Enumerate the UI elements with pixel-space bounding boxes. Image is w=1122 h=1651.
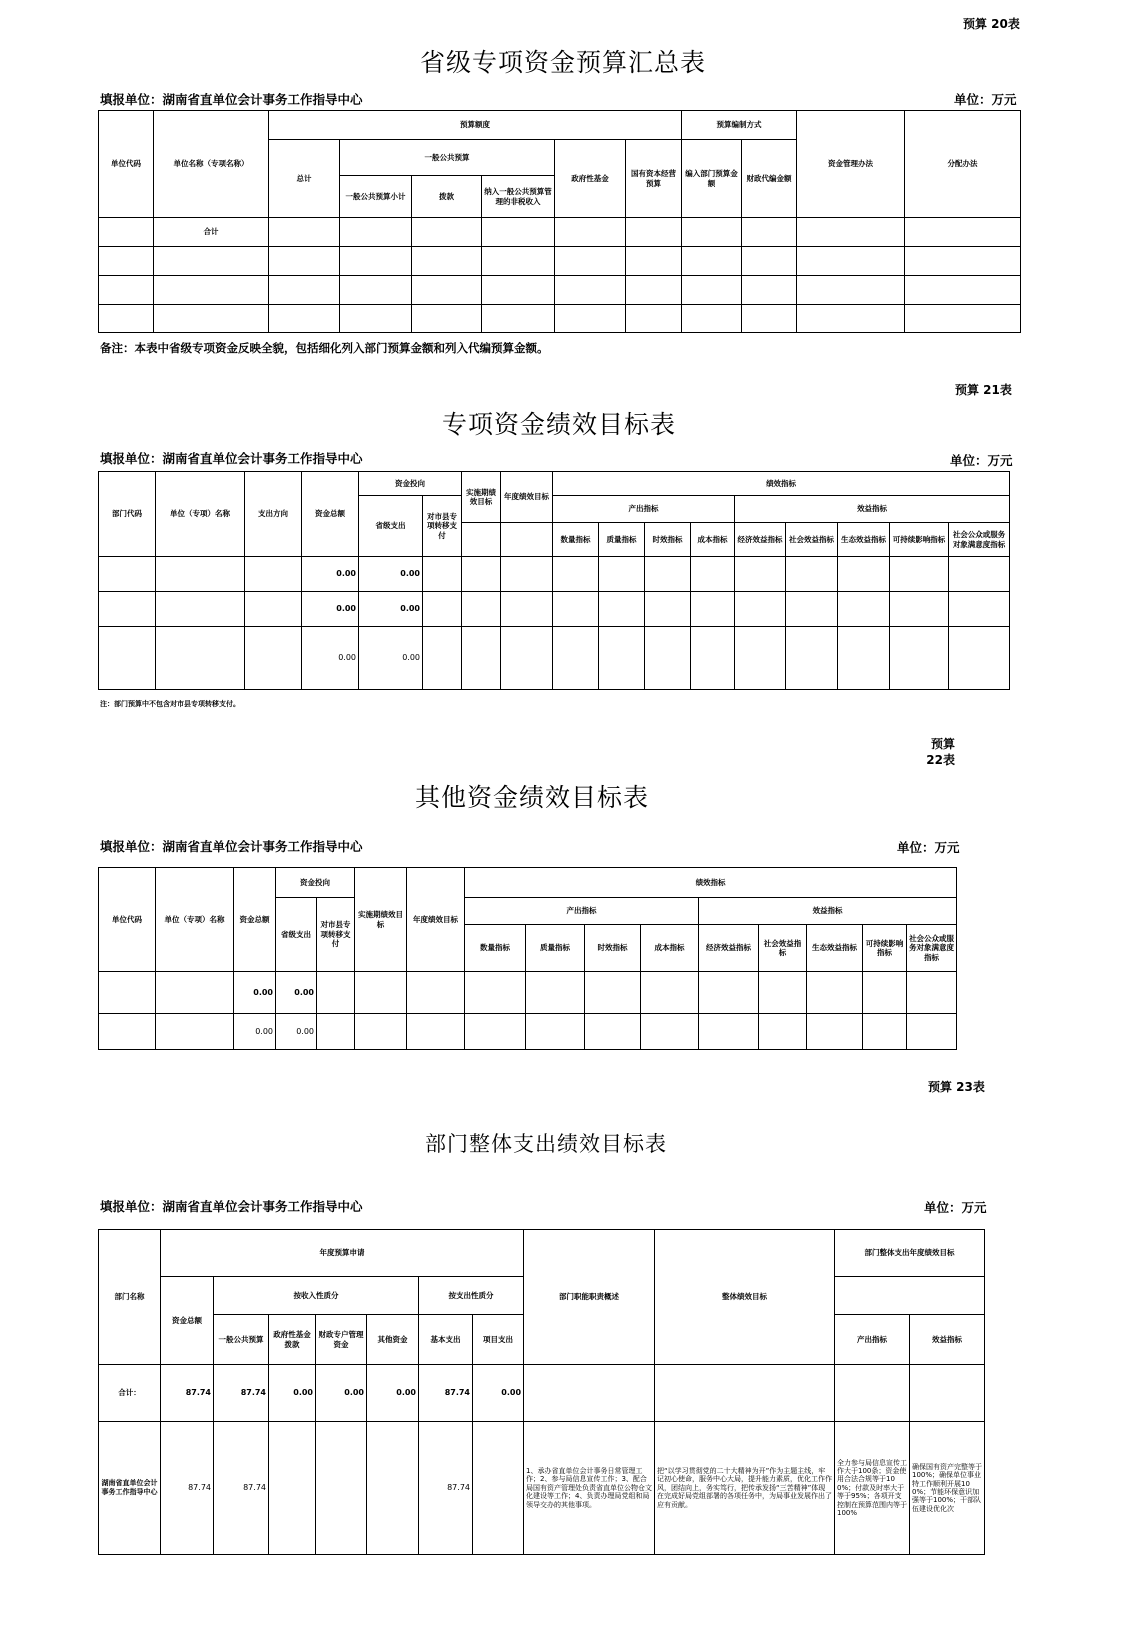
table-row <box>99 247 1021 276</box>
table-row <box>99 276 1021 305</box>
t21-h-county: 对市县专项转移支付 <box>423 496 462 557</box>
table-row <box>99 218 1021 247</box>
t20-h-gov-fund: 政府性基金 <box>555 140 626 218</box>
t22-h-satisfaction: 社会公众或服务对象满意度指标 <box>907 925 957 972</box>
t22-cell-prov-spend: 0.00 <box>276 972 317 1014</box>
t21-h-timeliness: 时效指标 <box>645 523 691 557</box>
t23-h-fin-special: 财政专户管理资金 <box>316 1315 367 1365</box>
table-row <box>99 627 1010 690</box>
t23-dept-benefit: 确保国有资产完整等于100%；确保单位事业特工作顺利开展100%；节能环保意识加强等于100%；干部队伍建设优化次 <box>910 1422 985 1555</box>
t23-dept-general-public: 87.74 <box>214 1422 269 1555</box>
t22-h-fund-total: 资金总额 <box>234 868 276 972</box>
t22-h-sustainable: 可持续影响指标 <box>863 925 907 972</box>
t22-cell-fund-total: 0.00 <box>234 972 276 1014</box>
t23-total-general-public: 87.74 <box>214 1365 269 1422</box>
t21-title: 专项资金绩效目标表 <box>442 410 677 439</box>
t20-tag: 预算 20表 <box>963 17 1020 31</box>
t23-dept-output: 全力参与局信息宣传工作大于100条；资金使用合法合规等于100%；付款及时率大于等于95%；各项开支控制在预算范围内等于100% <box>835 1422 910 1555</box>
t21-h-social: 社会效益指标 <box>786 523 838 557</box>
t23-h-fund-total: 资金总额 <box>161 1277 214 1365</box>
t21-h-economic: 经济效益指标 <box>735 523 786 557</box>
t22-h-fund-flow: 资金投向 <box>276 868 355 898</box>
t20-sum-label: 合计 <box>154 218 269 247</box>
table-row <box>99 305 1021 333</box>
t21-h-cost: 成本指标 <box>691 523 735 557</box>
t23-dept-basic: 87.74 <box>419 1422 473 1555</box>
t22-h-quantity: 数量指标 <box>465 925 526 972</box>
t21-h-benefit: 效益指标 <box>735 496 1010 523</box>
t23-dept-name: 湖南省直单位会计事务工作指导中心 <box>99 1422 161 1555</box>
t21-h-perf: 绩效指标 <box>553 472 1010 496</box>
t20-h-general-public: 一般公共预算 <box>340 140 555 176</box>
t23-total-project: 0.00 <box>473 1365 524 1422</box>
t23-h-project: 项目支出 <box>473 1315 524 1365</box>
t20-h-state-capital: 国有资本经营预算 <box>626 140 682 218</box>
t20-h-unit-name: 单位名称（专项名称） <box>154 111 269 218</box>
t21-unit-label: 填报单位：湖南省直单位会计事务工作指导中心 <box>100 451 363 466</box>
t22-h-economic: 经济效益指标 <box>699 925 759 972</box>
t22-h-timeliness: 时效指标 <box>585 925 641 972</box>
t22-h-social: 社会效益指标 <box>759 925 807 972</box>
t20-note: 备注：本表中省级专项资金反映全貌，包括细化列入部门预算金额和列入代编预算金额。 <box>100 341 549 355</box>
t20-title: 省级专项资金预算汇总表 <box>420 48 707 77</box>
t23-h-by-expense: 按支出性质分 <box>419 1277 524 1315</box>
t21-cell-prov-spend: 0.00 <box>359 592 423 627</box>
t20-h-mgmt: 资金管理办法 <box>797 111 905 218</box>
t21-cell-fund-total: 0.00 <box>302 557 359 592</box>
t23-h-general-public: 一般公共预算 <box>214 1315 269 1365</box>
t20-h-budget-amount: 预算额度 <box>269 111 682 140</box>
table-row <box>99 1365 985 1422</box>
t22-h-benefit: 效益指标 <box>699 898 957 925</box>
t22-h-period-goal: 实施期绩效目标 <box>355 868 407 972</box>
t22-tag: 预算 22表 <box>926 737 955 767</box>
t22-money-unit: 单位：万元 <box>897 840 960 855</box>
t21-cell-fund-total: 0.00 <box>302 627 359 690</box>
t20-h-alloc: 分配办法 <box>905 111 1021 218</box>
t22-h-county: 对市县专项转移支付 <box>317 898 355 972</box>
t23-h-output: 产出指标 <box>835 1315 910 1365</box>
t22-h-ecological: 生态效益指标 <box>807 925 863 972</box>
t22-cell-fund-total: 0.00 <box>234 1014 276 1050</box>
t21-h-prov-spend: 省级支出 <box>359 496 423 557</box>
t22-table <box>98 867 957 1050</box>
t21-h-ecological: 生态效益指标 <box>838 523 890 557</box>
t23-h-duties: 部门职能职责概述 <box>524 1230 655 1365</box>
t21-note: 注：部门预算中不包含对市县专项转移支付。 <box>100 700 240 708</box>
t20-unit-label: 填报单位：湖南省直单位会计事务工作指导中心 <box>100 92 363 107</box>
t21-cell-fund-total: 0.00 <box>302 592 359 627</box>
t23-dept-overall-goal: 把“以学习贯彻党的二十大精神为开”作为主题主线，牢记初心使命，服务中心大局，提升能力素质，优化工作作风，团结向上，务实笃行，把传承发扬“三苦精神”体现在完成好局党组部署的各项任务中，为局事业发展作出了应有贡献。 <box>655 1422 835 1555</box>
t23-h-gov-fund: 政府性基金拨款 <box>269 1315 316 1365</box>
t21-tag: 预算 21表 <box>955 383 1012 397</box>
t23-h-annual-budget: 年度预算申请 <box>161 1230 524 1277</box>
t23-h-basic: 基本支出 <box>419 1315 473 1365</box>
t23-money-unit: 单位：万元 <box>924 1200 987 1215</box>
t23-h-benefit: 效益指标 <box>910 1315 985 1365</box>
t23-total-fin-special: 0.00 <box>316 1365 367 1422</box>
t20-h-compile-method: 预算编制方式 <box>682 111 797 140</box>
t23-tag: 预算 23表 <box>928 1080 985 1094</box>
t20-h-appropriation: 拨款 <box>412 176 482 218</box>
t23-h-other: 其他资金 <box>367 1315 419 1365</box>
table-row <box>99 592 1010 627</box>
t20-h-finance-proxy: 财政代编金额 <box>742 140 797 218</box>
t23-h-overall-goal: 整体绩效目标 <box>655 1230 835 1365</box>
t22-h-cost: 成本指标 <box>641 925 699 972</box>
t21-h-satisfaction: 社会公众或服务对象满意度指标 <box>949 523 1010 557</box>
t21-h-direction: 支出方向 <box>245 472 302 557</box>
t21-h-period-goal: 实施期绩效目标 <box>462 472 501 523</box>
t23-title: 部门整体支出绩效目标表 <box>425 1132 667 1156</box>
t21-h-dept-code: 部门代码 <box>99 472 156 557</box>
t21-money-unit: 单位：万元 <box>950 453 1013 468</box>
table-row <box>99 972 957 1014</box>
t21-cell-prov-spend: 0.00 <box>359 557 423 592</box>
t22-unit-label: 填报单位：湖南省直单位会计事务工作指导中心 <box>100 839 363 854</box>
t21-h-annual-goal: 年度绩效目标 <box>501 472 553 523</box>
t20-h-in-dept: 编入部门预算金额 <box>682 140 742 218</box>
t21-cell-prov-spend: 0.00 <box>359 627 423 690</box>
t21-table <box>98 471 1010 690</box>
t21-h-output: 产出指标 <box>553 496 735 523</box>
t20-h-non-tax: 纳入一般公共预算管理的非税收入 <box>482 176 555 218</box>
t20-h-gp-subtotal: 一般公共预算小计 <box>340 176 412 218</box>
t23-total-other: 0.00 <box>367 1365 419 1422</box>
t23-total-label: 合计： <box>99 1365 161 1422</box>
t23-total-basic: 87.74 <box>419 1365 473 1422</box>
t23-dept-fund: 87.74 <box>161 1422 214 1555</box>
t23-h-by-income: 按收入性质分 <box>214 1277 419 1315</box>
t23-unit-label: 填报单位：湖南省直单位会计事务工作指导中心 <box>100 1199 363 1214</box>
t22-h-unit-code: 单位代码 <box>99 868 156 972</box>
t21-h-quality: 质量指标 <box>599 523 645 557</box>
t22-cell-prov-spend: 0.00 <box>276 1014 317 1050</box>
t22-h-perf: 绩效指标 <box>465 868 957 898</box>
t20-h-total: 总计 <box>269 140 340 218</box>
t23-total-gov-fund: 0.00 <box>269 1365 316 1422</box>
t22-h-unit-name: 单位（专项）名称 <box>156 868 234 972</box>
t21-h-fund-total: 资金总额 <box>302 472 359 557</box>
t20-table <box>98 110 1021 333</box>
t22-title: 其他资金绩效目标表 <box>415 783 650 812</box>
t22-h-prov-spend: 省级支出 <box>276 898 317 972</box>
t22-h-annual-goal: 年度绩效目标 <box>407 868 465 972</box>
t22-h-output: 产出指标 <box>465 898 699 925</box>
table-row <box>99 1422 985 1555</box>
t21-h-quantity: 数量指标 <box>553 523 599 557</box>
t20-h-unit-code: 单位代码 <box>99 111 154 218</box>
table-row <box>99 1014 957 1050</box>
t23-h-annual-goal: 部门整体支出年度绩效目标 <box>835 1230 985 1277</box>
t23-total-fund: 87.74 <box>161 1365 214 1422</box>
t23-table <box>98 1229 985 1555</box>
t23-dept-duties: 1、承办省直单位会计事务日常管理工作；2、参与局信息宣传工作；3、配合局国有资产管理处负责省直单位公物仓文化建设等工作；4、负责办理局党组和局领导交办的其他事项。 <box>524 1422 655 1555</box>
t20-money-unit: 单位：万元 <box>954 92 1017 107</box>
t21-h-sustainable: 可持续影响指标 <box>890 523 949 557</box>
t23-h-dept-name: 部门名称 <box>99 1230 161 1365</box>
t21-h-unit-name: 单位（专项）名称 <box>156 472 245 557</box>
table-row <box>99 557 1010 592</box>
t21-h-fund-flow: 资金投向 <box>359 472 462 496</box>
t22-h-quality: 质量指标 <box>526 925 585 972</box>
